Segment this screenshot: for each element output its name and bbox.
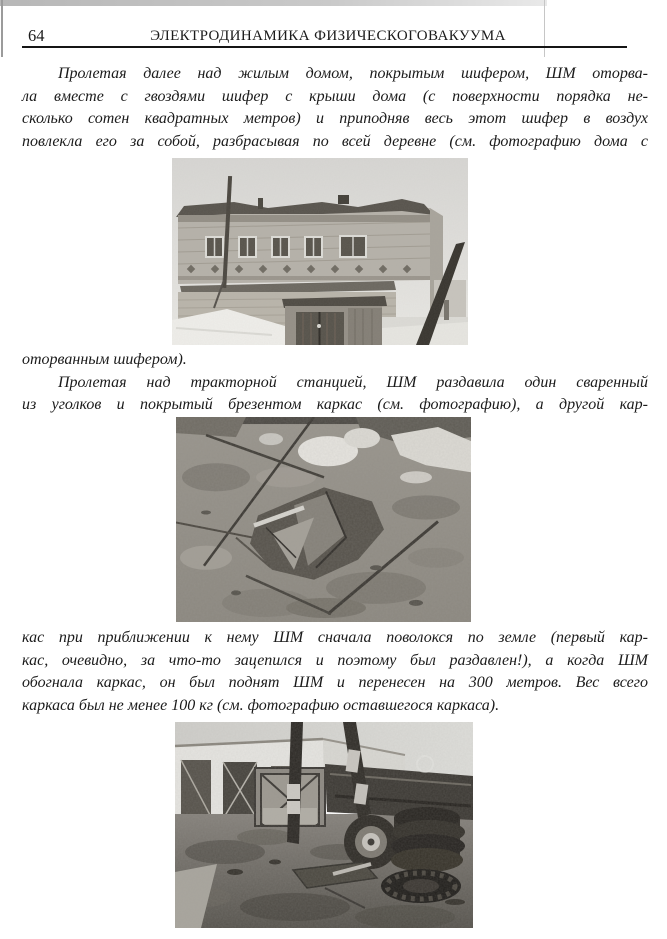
text-line: повлекла его за собой, разбрасывая по всей деревне (см. фотографию дома с: [22, 132, 648, 150]
paragraph-1: [22, 63, 648, 153]
photo-crushed-frame-tarpaulin: [176, 417, 471, 622]
paragraph-2: [22, 349, 648, 417]
text-line: кас при приближении к нему ШМ сначала поволокся по земле (первый кар-: [22, 629, 648, 646]
scan-artifact-left-line: [1, 0, 3, 57]
photo-remaining-frame-illustration: [175, 722, 473, 928]
paragraph-3: [22, 627, 648, 717]
photo-house-torn-slate: [172, 158, 468, 345]
page-number: 64: [28, 26, 45, 45]
text-line: каркаса был не менее 100 кг (см. фотографию оставшегося каркаса).: [22, 696, 500, 714]
running-header-title: ЭЛЕКТРОДИНАМИКА ФИЗИЧЕСКОГОВАКУУМА: [150, 28, 506, 44]
text-line: кас, очевидно, за что-то зацепился и поэтому был раздавлен!), а когда ШМ: [22, 651, 648, 669]
photo-house-illustration: [172, 158, 468, 345]
text-line: оторванным шифером).: [22, 351, 187, 368]
header-rule: [22, 46, 627, 48]
text-line: обогнала каркас, он был поднят ШМ и перенесен на 300 метров. Вес всего: [22, 674, 648, 692]
photo-remaining-frame-station: [175, 722, 473, 928]
text-line: из уголков и покрытый брезентом каркас (см. фотографию), а другой кар-: [22, 396, 648, 414]
text-line: сколько сотен квадратных метров) и приподняв весь этот шифер в воздух: [22, 110, 648, 128]
text-line: Пролетая над тракторной станцией, ШМ раздавила один сваренный: [58, 373, 648, 391]
text-line: Пролетая далее над жилым домом, покрытым шифером, ШМ оторва-: [58, 65, 648, 82]
text-line: ла вместе с гвоздями шифер с крыши дома (с поверхности порядка не-: [22, 87, 648, 105]
scan-artifact-top-band: [0, 0, 547, 6]
photo-crushed-frame-illustration: [176, 417, 471, 622]
